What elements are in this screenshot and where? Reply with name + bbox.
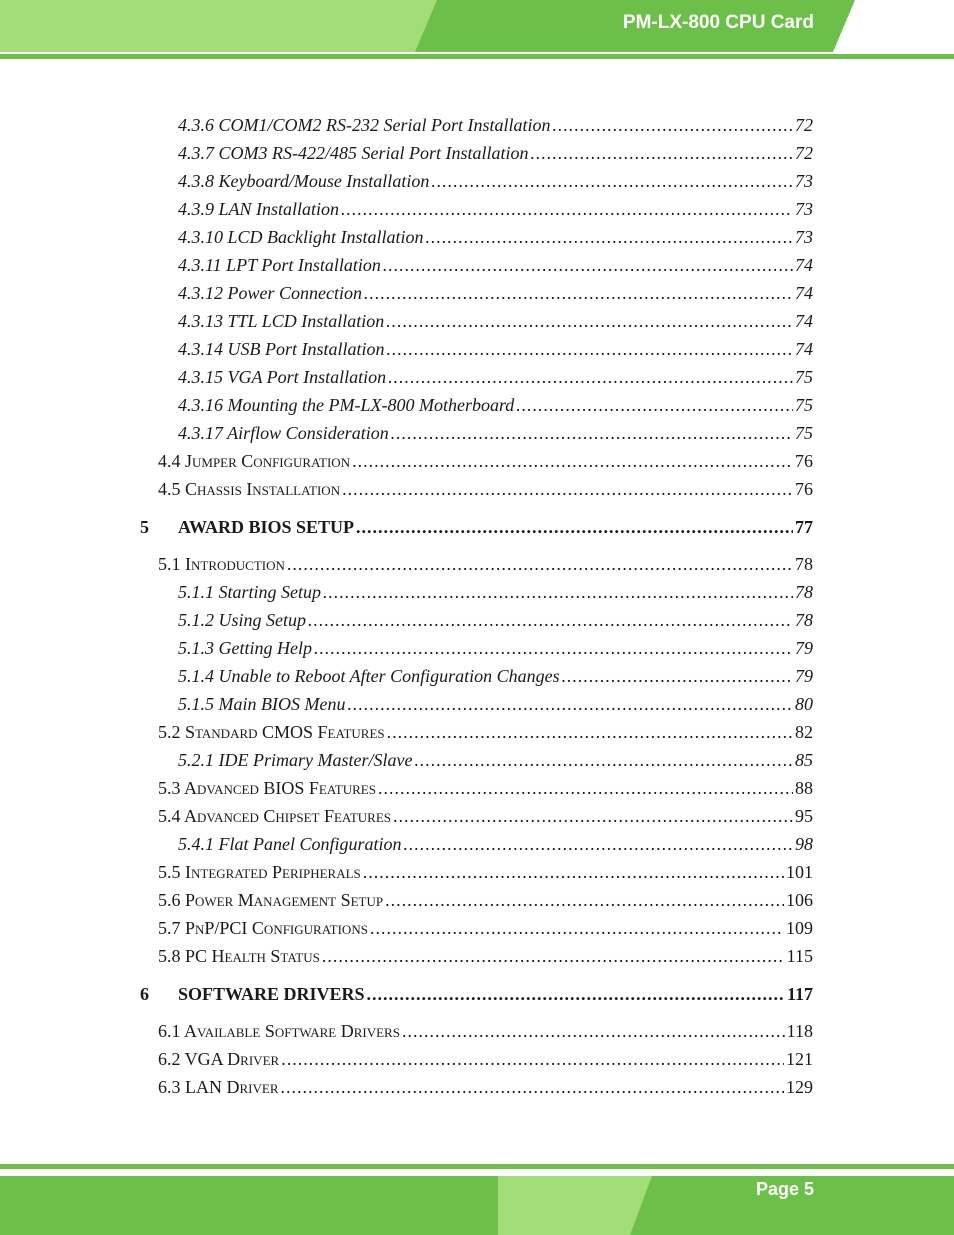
toc-entry-title: 4.3.6 COM1/COM2 RS-232 Serial Port Installation xyxy=(178,115,551,135)
toc-entry[interactable] xyxy=(178,832,813,856)
toc-leader-dots xyxy=(281,1075,785,1099)
toc-entry-title: 5.8 PC Health Status xyxy=(158,946,320,966)
toc-entry[interactable] xyxy=(158,477,813,501)
toc-entry[interactable] xyxy=(158,449,813,473)
toc-entry[interactable] xyxy=(178,748,813,772)
toc-entry[interactable] xyxy=(158,552,813,576)
toc-entry[interactable] xyxy=(158,776,813,800)
toc-page-number: 73 xyxy=(795,171,813,191)
header-band-light xyxy=(0,0,440,52)
toc-leader-dots xyxy=(323,580,793,604)
toc-page-number: 117 xyxy=(786,984,813,1004)
toc-leader-dots xyxy=(386,309,793,333)
toc-entry[interactable] xyxy=(158,944,813,968)
toc-entry[interactable] xyxy=(158,1075,813,1099)
toc-entry[interactable] xyxy=(158,916,813,940)
toc-entry-title: 5.7 PnP/PCI Configurations xyxy=(158,918,368,938)
toc-leader-dots xyxy=(308,608,793,632)
toc-page-number: 101 xyxy=(786,862,813,882)
toc-entry[interactable] xyxy=(178,393,813,417)
toc-leader-dots xyxy=(378,776,793,800)
toc-entry[interactable] xyxy=(178,197,813,221)
toc-page-number: 106 xyxy=(786,890,813,910)
toc-page-number: 76 xyxy=(795,479,813,499)
toc-entry-title: 6.3 LAN Driver xyxy=(158,1077,279,1097)
toc-entry-title: 5.5 Integrated Peripherals xyxy=(158,862,361,882)
toc-entry-title: 4.3.12 Power Connection xyxy=(178,283,362,303)
toc-chapter-entry[interactable] xyxy=(140,982,813,1006)
toc-page-number: 78 xyxy=(795,610,813,630)
toc-page-number: 72 xyxy=(795,143,813,163)
toc-leader-dots xyxy=(281,1047,784,1071)
toc-entry[interactable] xyxy=(178,225,813,249)
toc-entry[interactable] xyxy=(178,337,813,361)
toc-entry-title: 4.5 Chassis Installation xyxy=(158,479,341,499)
toc-page-number: 118 xyxy=(786,1021,813,1041)
toc-leader-dots xyxy=(516,393,793,417)
toc-page-number: 77 xyxy=(795,517,813,537)
toc-entry-title: SOFTWARE DRIVERS xyxy=(178,984,365,1004)
toc-entry-title: 5.4 Advanced Chipset Features xyxy=(158,806,392,826)
toc-leader-dots xyxy=(387,337,794,361)
toc-entry-title: 4.3.8 Keyboard/Mouse Installation xyxy=(178,171,430,191)
toc-entry-title: 5.3 Advanced BIOS Features xyxy=(158,778,376,798)
toc-page-number: 79 xyxy=(795,638,813,658)
toc-leader-dots xyxy=(426,225,794,249)
toc-entry[interactable] xyxy=(158,720,813,744)
toc-leader-dots xyxy=(393,804,793,828)
document-title: PM-LX-800 CPU Card xyxy=(622,12,814,33)
toc-page-number: 109 xyxy=(786,918,813,938)
toc-leader-dots xyxy=(402,1019,785,1043)
toc-leader-dots xyxy=(431,169,793,193)
toc-entry[interactable] xyxy=(178,421,813,445)
toc-page-number: 85 xyxy=(795,750,813,770)
toc-leader-dots xyxy=(347,692,793,716)
toc-entry[interactable] xyxy=(178,664,813,688)
toc-leader-dots xyxy=(322,944,785,968)
toc-entry[interactable] xyxy=(178,636,813,660)
toc-chapter-number: 5 xyxy=(140,517,149,537)
toc-entry[interactable] xyxy=(178,141,813,165)
toc-page-number: 88 xyxy=(795,778,813,798)
toc-leader-dots xyxy=(553,113,794,137)
toc-entry-title: 4.3.15 VGA Port Installation xyxy=(178,367,387,387)
footer-rule xyxy=(0,1164,954,1169)
toc-leader-dots xyxy=(414,748,793,772)
toc-page-number: 115 xyxy=(786,946,813,966)
toc-page-number: 79 xyxy=(795,666,813,686)
toc-entry-title: 4.3.16 Mounting the PM-LX-800 Motherboard xyxy=(178,395,515,415)
toc-entry[interactable] xyxy=(158,860,813,884)
toc-leader-dots xyxy=(385,888,784,912)
toc-page-number: 78 xyxy=(795,554,813,574)
toc-entry-title: 4.3.10 LCD Backlight Installation xyxy=(178,227,424,247)
toc-leader-dots xyxy=(531,141,794,165)
toc-page-number: 129 xyxy=(786,1077,813,1097)
toc-leader-dots xyxy=(314,636,793,660)
toc-entry-title: 4.3.13 TTL LCD Installation xyxy=(178,311,385,331)
toc-entry-title: 4.3.11 LPT Port Installation xyxy=(178,255,381,275)
toc-entry-title: 5.1.3 Getting Help xyxy=(178,638,312,658)
toc-page-number: 74 xyxy=(795,311,813,331)
toc-page-number: 78 xyxy=(795,582,813,602)
toc-page-number: 121 xyxy=(786,1049,813,1069)
toc-page-number: 82 xyxy=(795,722,813,742)
toc-entry-title: 6.1 Available Software Drivers xyxy=(158,1021,400,1041)
toc-page-number: 74 xyxy=(795,283,813,303)
toc-leader-dots xyxy=(388,365,793,389)
toc-entry[interactable] xyxy=(178,608,813,632)
toc-entry[interactable] xyxy=(178,169,813,193)
toc-entry-title: 4.3.14 USB Port Installation xyxy=(178,339,385,359)
toc-page-number: 73 xyxy=(795,227,813,247)
toc-leader-dots xyxy=(370,916,784,940)
toc-page-number: 98 xyxy=(795,834,813,854)
toc-entry[interactable] xyxy=(178,281,813,305)
toc-leader-dots xyxy=(342,477,793,501)
toc-leader-dots xyxy=(383,253,793,277)
toc-entry[interactable] xyxy=(158,1047,813,1071)
toc-leader-dots xyxy=(367,982,785,1006)
toc-entry-title: 5.1.5 Main BIOS Menu xyxy=(178,694,346,714)
toc-entry[interactable] xyxy=(178,113,813,137)
toc-leader-dots xyxy=(363,860,784,884)
toc-page-number: 95 xyxy=(795,806,813,826)
toc-leader-dots xyxy=(404,832,794,856)
toc-entry-title: 4.3.17 Airflow Consideration xyxy=(178,423,389,443)
toc-page-number: 76 xyxy=(795,451,813,471)
toc-entry[interactable] xyxy=(158,1019,813,1043)
toc-page-number: 74 xyxy=(795,339,813,359)
toc-page-number: 75 xyxy=(795,395,813,415)
toc-leader-dots xyxy=(356,515,793,539)
toc-entry[interactable] xyxy=(178,365,813,389)
toc-leader-dots xyxy=(341,197,793,221)
toc-page-number: 74 xyxy=(795,255,813,275)
toc-entry[interactable] xyxy=(158,804,813,828)
toc-entry-title: 5.2.1 IDE Primary Master/Slave xyxy=(178,750,413,770)
toc-entry-title: 5.6 Power Management Setup xyxy=(158,890,384,910)
toc-entry-title: 4.4 Jumper Configuration xyxy=(158,451,351,471)
toc-entry-title: 6.2 VGA Driver xyxy=(158,1049,280,1069)
toc-page-number: 75 xyxy=(795,367,813,387)
toc-entry[interactable] xyxy=(178,580,813,604)
toc-leader-dots xyxy=(391,421,793,445)
toc-entry-title: 5.2 Standard CMOS Features xyxy=(158,722,385,742)
toc-entry-title: 4.3.7 COM3 RS-422/485 Serial Port Installation xyxy=(178,143,529,163)
toc-leader-dots xyxy=(287,552,793,576)
toc-entry-title: 4.3.9 LAN Installation xyxy=(178,199,340,219)
toc-entry[interactable] xyxy=(178,309,813,333)
toc-entry[interactable] xyxy=(158,888,813,912)
toc-entry-title: AWARD BIOS SETUP xyxy=(178,517,355,537)
toc-entry-title: 5.1.2 Using Setup xyxy=(178,610,306,630)
toc-entry-title: 5.4.1 Flat Panel Configuration xyxy=(178,834,402,854)
toc-entry-title: 5.1 Introduction xyxy=(158,554,285,574)
toc-leader-dots xyxy=(387,720,793,744)
toc-leader-dots xyxy=(562,664,793,688)
page-number: Page 5 xyxy=(755,1179,814,1199)
toc-page-number: 75 xyxy=(795,423,813,443)
toc-entry[interactable] xyxy=(178,253,813,277)
toc-leader-dots xyxy=(364,281,793,305)
toc-page-number: 73 xyxy=(795,199,813,219)
toc-entry-title: 5.1.4 Unable to Reboot After Configuration Changes xyxy=(178,666,560,686)
toc-entry-title: 5.1.1 Starting Setup xyxy=(178,582,321,602)
toc-chapter-number: 6 xyxy=(140,984,149,1004)
toc-leader-dots xyxy=(352,449,793,473)
footer-band-light xyxy=(498,1176,652,1235)
toc-chapter-entry[interactable] xyxy=(140,515,813,539)
header-rule xyxy=(0,54,954,59)
toc-page-number: 72 xyxy=(795,115,813,135)
toc-page-number: 80 xyxy=(795,694,813,714)
toc-entry[interactable] xyxy=(178,692,813,716)
